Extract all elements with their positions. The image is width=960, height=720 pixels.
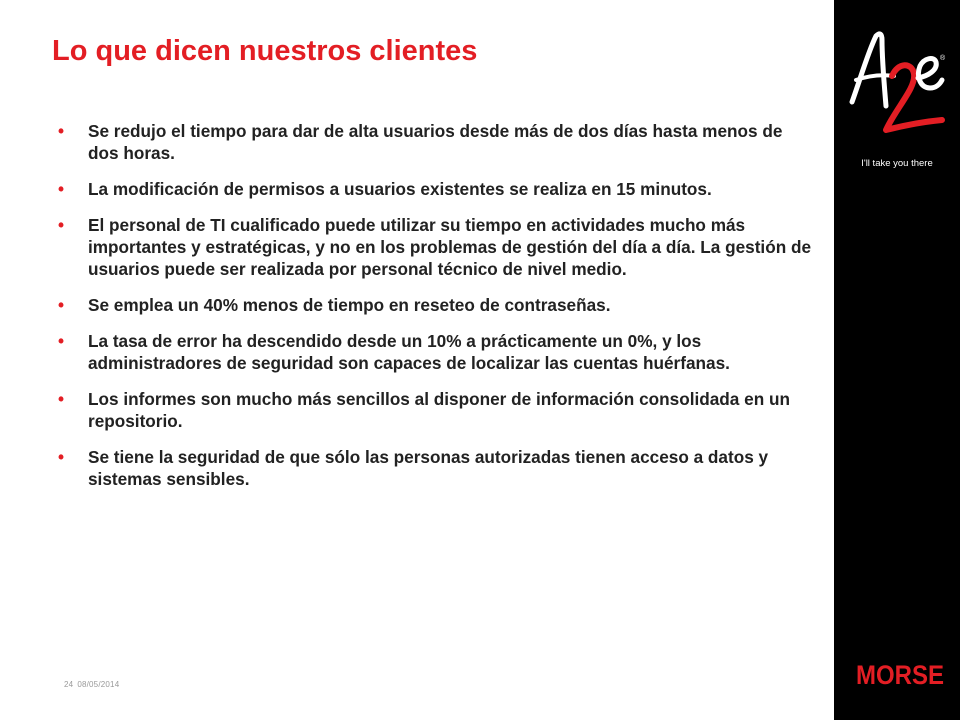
brand-sidebar xyxy=(834,0,960,720)
bullet-item xyxy=(52,388,812,432)
bullet-icon: • xyxy=(58,389,65,409)
bullet-item xyxy=(52,178,812,200)
morse-logo xyxy=(854,658,946,690)
bullet-text: Se emplea un 40% menos de tiempo en reseteo de contraseñas. xyxy=(88,295,611,315)
page-number: 24 xyxy=(64,680,74,689)
bullet-text: La modificación de permisos a usuarios existentes se realiza en 15 minutos. xyxy=(88,179,712,199)
bullet-item xyxy=(52,120,812,164)
bullet-list xyxy=(52,120,812,504)
bullet-icon: • xyxy=(58,331,65,351)
tagline: I'll take you there xyxy=(861,158,933,169)
bullet-item xyxy=(52,446,812,490)
slide-footer xyxy=(64,680,119,689)
bullet-text: La tasa de error ha descendido desde un 10% a prácticamente un 0%, y los administradores de seguridad son capaces de localizar las cuentas huérfanas. xyxy=(88,331,730,373)
bullet-item xyxy=(52,294,812,316)
bullet-text: Se redujo el tiempo para dar de alta usuarios desde más de dos días hasta menos de dos horas. xyxy=(88,121,783,163)
slide-title: Lo que dicen nuestros clientes xyxy=(52,35,478,67)
bullet-text: Los informes son mucho más sencillos al disponer de información consolidada en un repositorio. xyxy=(88,389,790,431)
bullet-item xyxy=(52,214,812,280)
registered-mark: ® xyxy=(940,55,946,62)
bullet-text: El personal de TI cualificado puede utilizar su tiempo en actividades mucho más importantes y estratégicas, y no en los problemas de gestión del día a día. La gestión de usuarios puede ser realizada por personal técnico de nivel medio. xyxy=(88,215,812,279)
bullet-text: Se tiene la seguridad de que sólo las personas autorizadas tienen acceso a datos y sistemas sensibles. xyxy=(88,447,769,489)
bullet-icon: • xyxy=(58,215,65,235)
bullet-icon: • xyxy=(58,121,65,141)
a2e-logo xyxy=(846,30,954,142)
bullet-icon: • xyxy=(58,179,65,199)
morse-logo-text: MORSE xyxy=(856,660,944,690)
bullet-item xyxy=(52,330,812,374)
footer-date: 08/05/2014 xyxy=(77,680,120,689)
bullet-icon: • xyxy=(58,295,65,315)
bullet-icon: • xyxy=(58,447,65,467)
